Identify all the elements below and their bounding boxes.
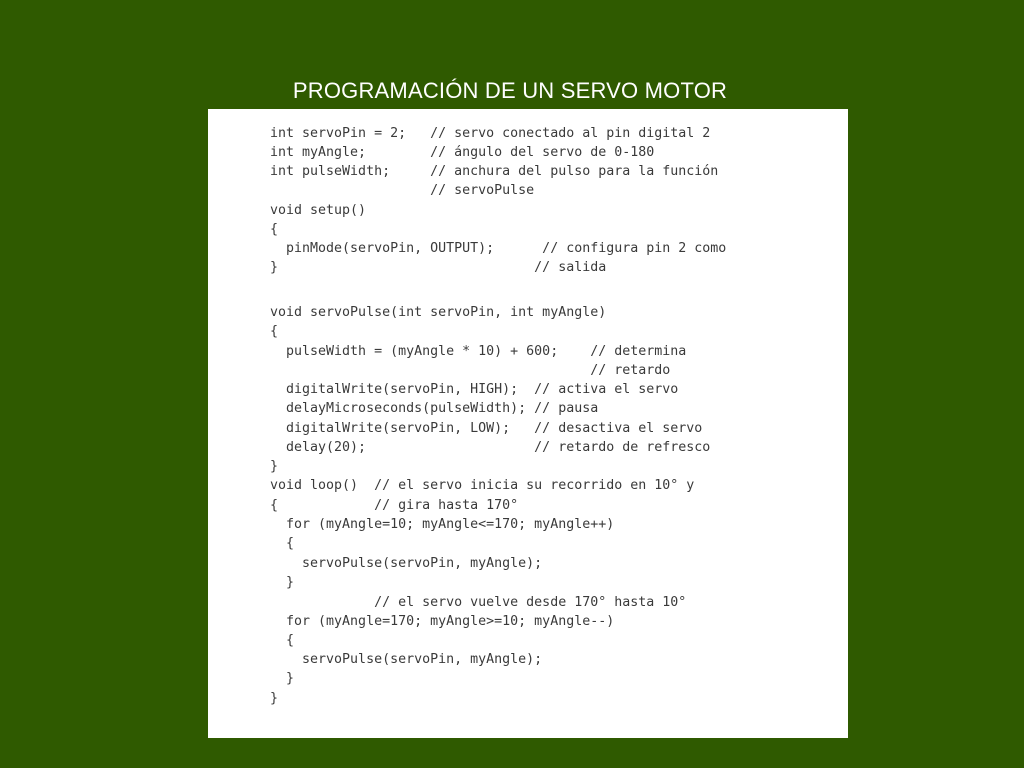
code-line: } — [270, 691, 279, 706]
code-line: // el servo vuelve desde 170° hasta 10° — [270, 595, 687, 610]
code-line: // retardo — [270, 363, 671, 378]
code-line: // servoPulse — [270, 183, 535, 198]
code-line: { — [270, 222, 279, 237]
code-line: int servoPin = 2; // servo conectado al pin digital 2 — [270, 126, 711, 141]
code-line: for (myAngle=170; myAngle>=10; myAngle--) — [270, 614, 615, 629]
code-line: for (myAngle=10; myAngle<=170; myAngle++) — [270, 517, 615, 532]
code-line: pulseWidth = (myAngle * 10) + 600; // determina — [270, 344, 687, 359]
code-line: int myAngle; // ángulo del servo de 0-180 — [270, 145, 655, 160]
code-line: { // gira hasta 170° — [270, 498, 519, 513]
code-line: } — [270, 459, 279, 474]
code-line: delay(20); // retardo de refresco — [270, 440, 711, 455]
code-line: pinMode(servoPin, OUTPUT); // configura pin 2 como — [270, 241, 727, 256]
code-line: digitalWrite(servoPin, LOW); // desactiva el servo — [270, 421, 703, 436]
code-line: } — [270, 575, 295, 590]
code-line: { — [270, 633, 295, 648]
code-line: servoPulse(servoPin, myAngle); — [270, 652, 543, 667]
code-panel — [208, 109, 848, 738]
code-line: { — [270, 536, 295, 551]
code-line: int pulseWidth; // anchura del pulso para la función — [270, 164, 719, 179]
code-line: } — [270, 671, 295, 686]
slide-title: PROGRAMACIÓN DE UN SERVO MOTOR — [292, 78, 728, 103]
code-line: void setup() — [270, 203, 367, 218]
code-line: } // salida — [270, 260, 607, 275]
code-line: void servoPulse(int servoPin, int myAngle) — [270, 305, 607, 320]
code-line: servoPulse(servoPin, myAngle); — [270, 556, 543, 571]
code-line: { — [270, 324, 279, 339]
code-line: delayMicroseconds(pulseWidth); // pausa — [270, 401, 599, 416]
code-line: digitalWrite(servoPin, HIGH); // activa el servo — [270, 382, 679, 397]
code-line: void loop() // el servo inicia su recorrido en 10° y — [270, 478, 695, 493]
